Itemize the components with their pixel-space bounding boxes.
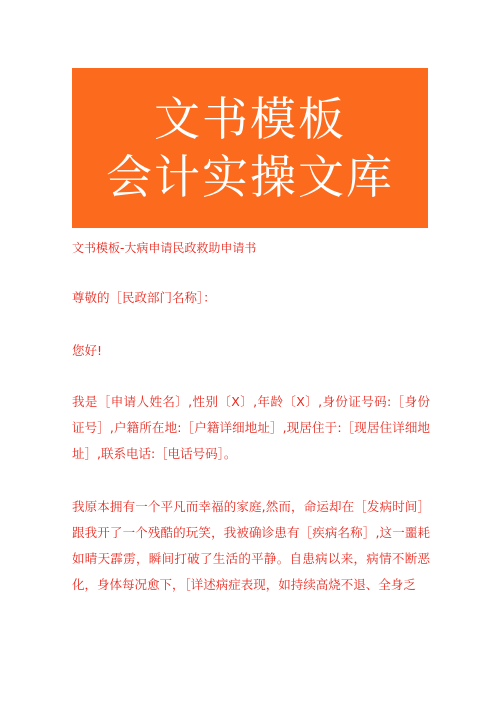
greeting-paragraph: 您好!: [72, 343, 103, 358]
title-banner: [72, 68, 428, 228]
banner-title-line-2: 会计实操文库: [106, 150, 394, 204]
document-title: 文书模板-大病申请民政救助申请书: [72, 241, 257, 255]
illness-story-paragraph: 我原本拥有一个平凡而幸福的家庭,然而，命运却在［发病时间］跟我开了一个残酷的玩笑，我被确诊患有［疾病名称］,这一噩耗如晴天霹雳，瞬间打破了生活的平静。自患病以来，病情不断恶化，身体每况愈下，［详述病症表现，如持续高烧不退、全身乏: [72, 499, 430, 592]
salutation-paragraph: 尊敬的［民政部门名称］：: [72, 290, 216, 305]
banner-title-line-1: 文书模板: [154, 92, 346, 146]
applicant-info-paragraph: 我是［申请人姓名〕,性别〔X〕,年龄〔X〕,身份证号码:［身份证号］,户籍所在地:［户籍详细地址］,现居住于:［现居住详细地址］,联系电话:［电话号码］。: [72, 394, 430, 461]
